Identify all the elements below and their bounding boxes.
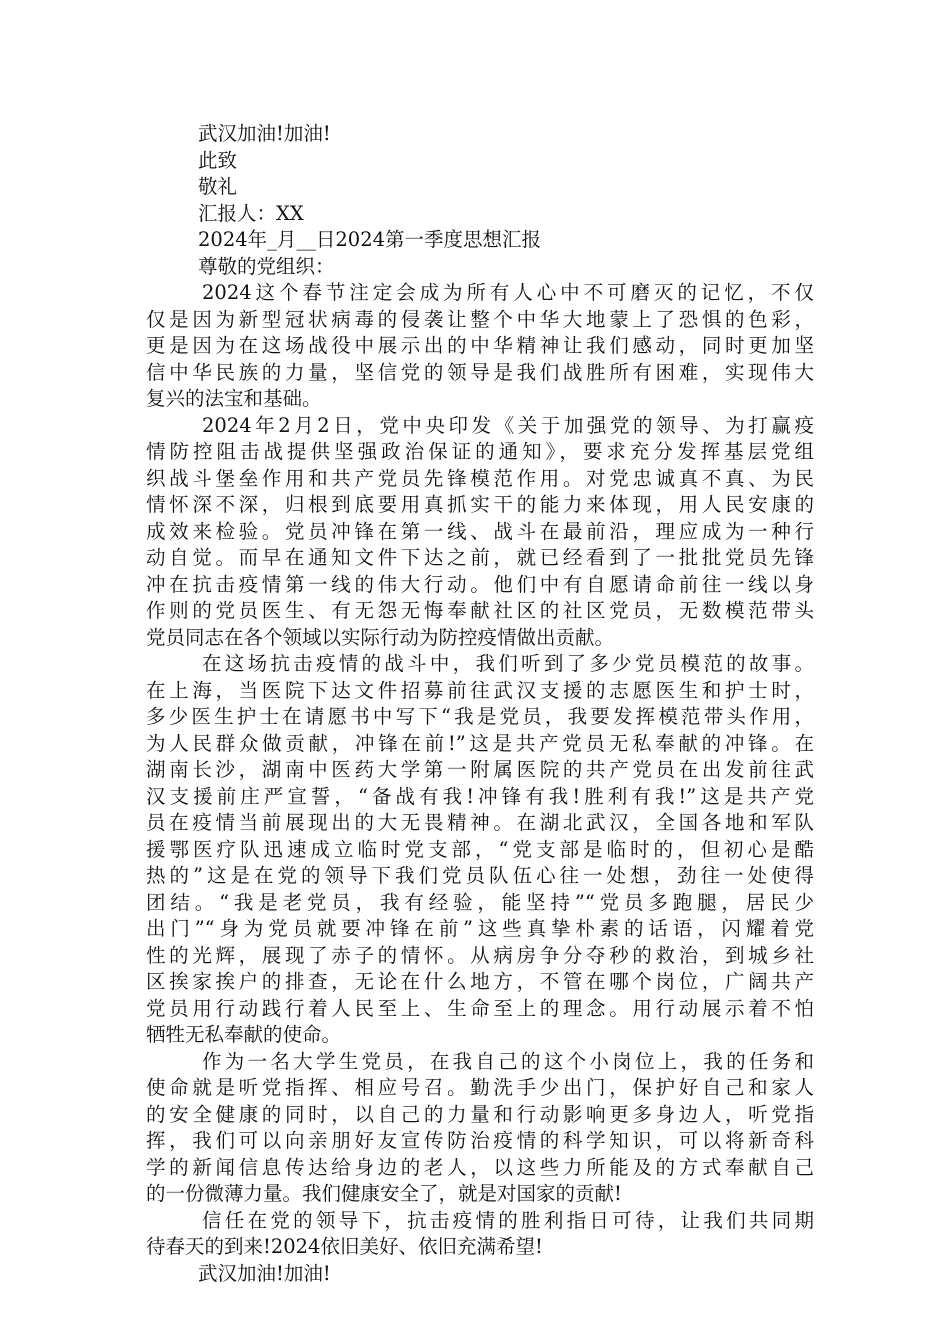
paragraph-line: 的安全健康的同时，以自己的力量和行动影响更多身边人，听党指 bbox=[146, 1102, 814, 1126]
paragraph-line: 作则的党员医生、有无怨无悔奉献社区的社区党员，无数模范带头 bbox=[146, 599, 814, 622]
paragraph-line: 信中华民族的力量，坚信党的领导是我们战胜所有困难，实现伟大 bbox=[146, 360, 814, 384]
paragraph-line: 湖南长沙，湖南中医药大学第一附属医院的共产党员在出发前往武 bbox=[146, 758, 814, 781]
date-title-line: 2024年_月__日2024第一季度思想汇报 bbox=[198, 228, 542, 251]
paragraph-line: 织战斗堡垒作用和共产党员先锋模范作用。对党忠诚真不真、为民 bbox=[146, 466, 814, 490]
paragraph-line: 在这场抗击疫情的战斗中，我们听到了多少党员模范的故事。 bbox=[202, 652, 814, 675]
paragraph-line: 待春天的到来!2024依旧美好、依旧充满希望! bbox=[146, 1235, 543, 1258]
paragraph-line: 使命就是听党指挥、相应号召。勤洗手少出门，保护好自己和家人 bbox=[146, 1076, 814, 1099]
paragraph-line: 2024年2月2日，党中央印发《关于加强党的领导、为打赢疫 bbox=[202, 413, 814, 437]
paragraph-line: 作为一名大学生党员，在我自己的这个小岗位上，我的任务和 bbox=[202, 1049, 814, 1073]
paragraph-line: 汉支援前庄严宣誓，“备战有我!冲锋有我!胜利有我!”这是共产党 bbox=[146, 784, 814, 808]
final-cheer: 武汉加油!加油! bbox=[198, 1261, 331, 1285]
paragraph-line: 区挨家挨户的排查，无论在什么地方，不管在哪个岗位，广阔共产 bbox=[146, 970, 814, 993]
paragraph-line: 冲在抗击疫情第一线的伟大行动。他们中有自愿请命前往一线以身 bbox=[146, 572, 814, 596]
paragraph-line: 更是因为在这场战役中展示出的中华精神让我们感动，同时更加坚 bbox=[146, 334, 814, 357]
paragraph-line: 在上海，当医院下达文件招募前往武汉支援的志愿医生和护士时， bbox=[146, 678, 814, 702]
closing-cheer: 武汉加油!加油! bbox=[198, 122, 331, 145]
paragraph-line: 成效来检验。党员冲锋在第一线、战斗在最前沿，理应成为一种行 bbox=[146, 519, 814, 543]
paragraph-line: 性的光辉，展现了赤子的情怀。从病房争分夺秒的救治，到城乡社 bbox=[146, 943, 814, 967]
paragraph-line: 情怀深不深，归根到底要用真抓实干的能力来体现，用人民安康的 bbox=[146, 493, 814, 516]
salutation: 尊敬的党组织： bbox=[198, 254, 335, 278]
paragraph-line: 党员同志在各个领域以实际行动为防控疫情做出贡献。 bbox=[146, 625, 615, 649]
closing-jingli: 敬礼 bbox=[198, 175, 238, 198]
paragraph-line: 仅是因为新型冠状病毒的侵袭让整个中华大地蒙上了恐惧的色彩， bbox=[146, 307, 814, 331]
paragraph-line: 2024这个春节注定会成为所有人心中不可磨灭的记忆，不仅 bbox=[202, 281, 814, 304]
paragraph-line: 党员用行动践行着人民至上、生命至上的理念。用行动展示着不怕 bbox=[146, 996, 814, 1020]
paragraph-line: 动自觉。而早在通知文件下达之前，就已经看到了一批批党员先锋 bbox=[146, 546, 814, 569]
closing-cizhi: 此致 bbox=[198, 148, 238, 172]
reporter-line: 汇报人：XX bbox=[198, 201, 304, 225]
paragraph-line: 热的”这是在党的领导下我们党员队伍心往一处想，劲往一处使得 bbox=[146, 864, 814, 887]
paragraph-line: 团结。“我是老党员，我有经验，能坚持”“党员多跑腿，居民少 bbox=[146, 890, 814, 914]
paragraph-line: 援鄂医疗队迅速成立临时党支部，“党支部是临时的，但初心是酷 bbox=[146, 837, 814, 861]
paragraph-line: 为人民群众做贡献，冲锋在前!”这是共产党员无私奉献的冲锋。在 bbox=[146, 731, 814, 755]
paragraph-line: 复兴的法宝和基础。 bbox=[146, 387, 322, 410]
paragraph-line: 情防控阻击战提供坚强政治保证的通知》，要求充分发挥基层党组 bbox=[146, 440, 814, 463]
paragraph-line: 的一份微薄力量。我们健康安全了，就是对国家的贡献! bbox=[146, 1182, 622, 1205]
paragraph-line: 学的新闻信息传达给身边的老人，以这些力所能及的方式奉献自己 bbox=[146, 1155, 814, 1179]
paragraph-line: 出门”“身为党员就要冲锋在前”这些真挚朴素的话语，闪耀着党 bbox=[146, 917, 814, 940]
paragraph-line: 信任在党的领导下，抗击疫情的胜利指日可待，让我们共同期 bbox=[202, 1208, 814, 1232]
paragraph-line: 多少医生护士在请愿书中写下“我是党员，我要发挥模范带头作用， bbox=[146, 705, 814, 728]
paragraph-line: 牺牲无私奉献的使命。 bbox=[146, 1023, 342, 1046]
paragraph-line: 挥，我们可以向亲朋好友宣传防治疫情的科学知识，可以将新奇科 bbox=[146, 1129, 814, 1152]
paragraph-line: 员在疫情当前展现出的大无畏精神。在湖北武汉，全国各地和军队 bbox=[146, 811, 814, 834]
document-body bbox=[146, 121, 814, 1287]
